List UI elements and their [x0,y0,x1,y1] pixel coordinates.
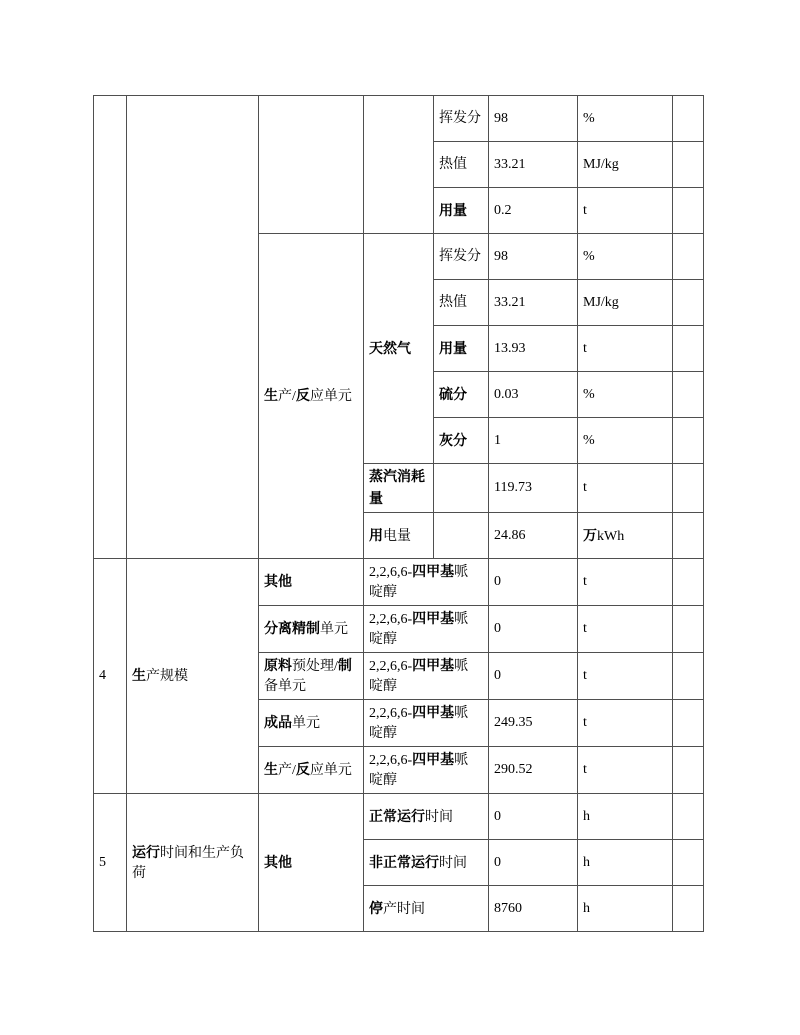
cell-product-name [364,700,489,747]
cell-property [434,234,489,280]
cell-blank [673,234,704,280]
cell-property [434,418,489,464]
cell-unit: h [578,794,673,840]
text-segment: 用 [369,526,383,543]
cell-power-label [364,513,434,559]
cell-unit: t [578,653,673,700]
text-segment: 四甲基 [412,610,455,626]
cell-value: 0 [489,606,578,653]
cell-blank [673,326,704,372]
cell-unit: % [578,234,673,280]
text-segment: 运行 [132,843,160,860]
text-segment: 生 [132,667,146,683]
cell-product-name [364,606,489,653]
text-segment: 时间 [439,855,467,871]
cell-category-continued [127,96,259,559]
cell-blank [673,188,704,234]
text-segment: 2,2,6,6- [369,612,413,627]
cell-blank [673,418,704,464]
cell-row-number: 4 [94,559,127,794]
text-segment: 热值 [439,294,467,310]
text-segment: 蒸汽消耗量 [369,468,425,506]
cell-product-name [364,559,489,606]
text-segment: 原料 [264,657,292,673]
cell-blank [673,513,704,559]
cell-blank [673,464,704,513]
text-segment: 时间和生产负荷 [132,845,244,881]
cell-property [434,280,489,326]
text-segment: 产/ [278,763,296,778]
text-segment: kWh [597,528,625,544]
text-segment: 时间 [425,809,453,825]
cell-blank [673,559,704,606]
cell-unit-group-continued [259,96,364,234]
cell-unit: t [578,700,673,747]
cell-value: 1 [489,418,578,464]
cell-value: 0 [489,653,578,700]
text-segment: 哌啶醇 [369,565,469,600]
cell-unit: t [578,747,673,794]
text-segment: 四甲基 [412,563,455,579]
cell-property [434,142,489,188]
text-segment: 哌啶醇 [369,612,469,647]
cell-row-number-continued [94,96,127,559]
text-segment: 其他 [264,573,292,589]
cell-value: 290.52 [489,747,578,794]
text-segment: 哌啶醇 [369,659,469,694]
cell-unit: MJ/kg [578,280,673,326]
cell-value: 0.2 [489,188,578,234]
text-segment: 正常运行 [369,807,425,824]
text-segment: 反 [295,761,310,777]
cell-unit [578,513,673,559]
text-segment: 分离精制 [264,620,320,636]
cell-unit: % [578,418,673,464]
text-segment: 用量 [439,339,467,356]
text-segment: 成品 [264,714,292,730]
cell-property [434,372,489,418]
cell-value: 0 [489,840,578,886]
cell-value: 119.73 [489,464,578,513]
cell-unit-label [259,747,364,794]
text-segment: 四甲基 [412,704,455,720]
text-segment: 天然气 [369,339,411,356]
text-segment: 备单元 [264,679,306,694]
text-segment: 挥发分 [439,248,481,264]
text-segment: 反 [295,387,310,403]
text-segment: 生 [264,761,278,777]
cell-value: 98 [489,96,578,142]
text-segment: 四甲基 [412,657,455,673]
text-segment: 硫分 [439,385,467,402]
cell-blank [673,96,704,142]
text-segment: 产时间 [383,901,425,917]
text-segment: 单元 [320,622,348,637]
cell-fuel-continued [364,96,434,234]
cell-blank [673,372,704,418]
cell-unit-label [259,700,364,747]
text-segment: 停 [369,899,383,916]
cell-unit: % [578,372,673,418]
cell-value: 33.21 [489,280,578,326]
text-segment: 电量 [383,528,411,544]
text-segment: 产/ [278,389,296,404]
text-segment: 预处理/ [292,659,338,674]
cell-steam-label [364,464,434,513]
text-segment: 产规模 [146,669,188,684]
cell-time-label [364,794,489,840]
cell-value: 0 [489,794,578,840]
table-row [94,96,704,142]
cell-unit: t [578,559,673,606]
cell-unit: h [578,840,673,886]
cell-unit-group [259,234,364,559]
cell-product-name [364,747,489,794]
cell-unit: h [578,886,673,932]
text-segment: 灰分 [439,431,467,448]
cell-unit: MJ/kg [578,142,673,188]
table-row [94,794,704,840]
cell-blank [673,886,704,932]
text-segment: 2,2,6,6- [369,565,413,580]
cell-value: 249.35 [489,700,578,747]
cell-unit: t [578,188,673,234]
text-segment: 制 [337,657,352,673]
cell-property [434,96,489,142]
cell-category [127,794,259,932]
cell-blank [673,606,704,653]
text-segment: 热值 [439,156,467,172]
cell-row-number: 5 [94,794,127,932]
text-segment: 挥发分 [439,110,481,126]
text-segment: 其他 [264,853,292,870]
cell-time-label [364,840,489,886]
cell-value: 8760 [489,886,578,932]
cell-fuel-name [364,234,434,464]
cell-product-name [364,653,489,700]
cell-value: 98 [489,234,578,280]
cell-blank [673,142,704,188]
text-segment: 2,2,6,6- [369,706,413,721]
cell-property [434,326,489,372]
cell-blank [673,794,704,840]
cell-unit-label [259,653,364,700]
cell-unit: t [578,606,673,653]
cell-unit-label [259,794,364,932]
text-segment: 应单元 [309,389,352,404]
cell-blank [673,700,704,747]
cell-value: 0.03 [489,372,578,418]
cell-blank [673,747,704,794]
text-segment: 非正常运行 [369,853,439,870]
cell-unit-label [259,559,364,606]
cell-blank [673,840,704,886]
cell-value: 24.86 [489,513,578,559]
cell-property-blank [434,513,489,559]
cell-category [127,559,259,794]
text-segment: 用量 [439,201,467,218]
cell-unit: t [578,326,673,372]
text-segment: 2,2,6,6- [369,753,413,768]
text-segment: 哌啶醇 [369,706,469,741]
text-segment: 四甲基 [412,751,455,767]
cell-blank [673,280,704,326]
cell-property-blank [434,464,489,513]
text-segment: 万 [583,526,597,543]
cell-property [434,188,489,234]
text-segment: 2,2,6,6- [369,659,413,674]
text-segment: 生 [264,387,278,403]
cell-unit: % [578,96,673,142]
cell-unit: t [578,464,673,513]
cell-blank [673,653,704,700]
text-segment: 单元 [292,716,320,731]
cell-value: 0 [489,559,578,606]
cell-value: 13.93 [489,326,578,372]
production-data-table [93,95,704,932]
cell-unit-label [259,606,364,653]
cell-time-label [364,886,489,932]
cell-value: 33.21 [489,142,578,188]
text-segment: 哌啶醇 [369,753,469,788]
table-row [94,559,704,606]
text-segment: 应单元 [309,763,352,778]
